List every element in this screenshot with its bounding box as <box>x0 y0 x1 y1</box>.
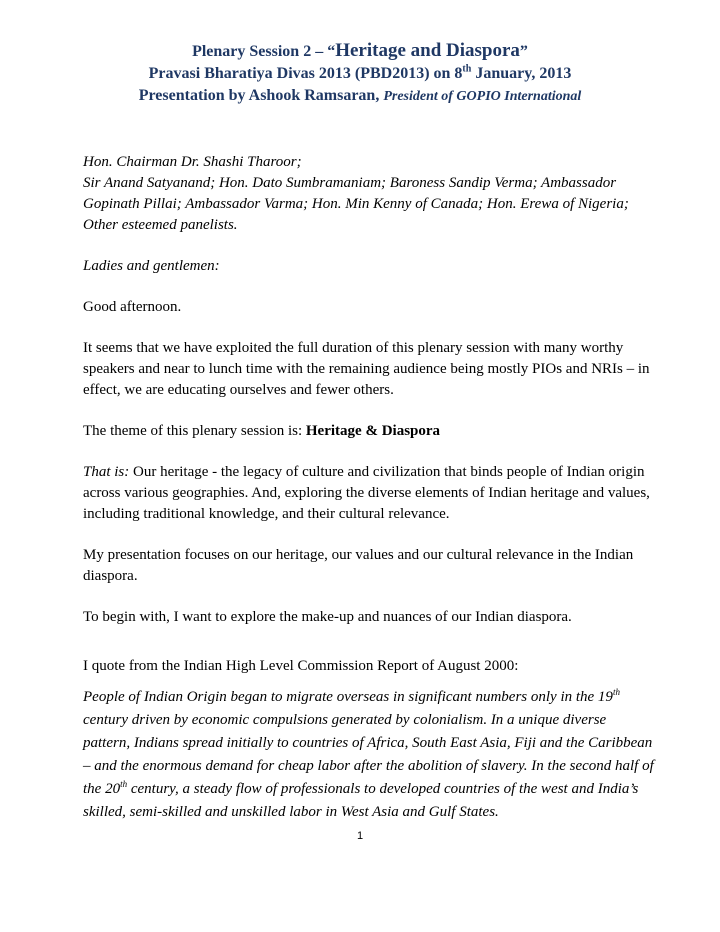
greeting: Good afternoon. <box>83 299 182 315</box>
salutation-panelists: Sir Anand Satyanand; Hon. Dato Sumbramaniam; Baroness Sandip Verma; Ambassador Gopinath Pillai; Ambassador Varma; Hon. Min Kenny of Canada; Hon. Erewa of Nigeria; Other esteemed panelists. <box>83 175 629 233</box>
paragraph-that-is <box>83 462 655 525</box>
document-body <box>83 152 655 824</box>
quote-part-2: century driven by economic compulsions generated by colonialism. In a unique diverse pattern, Indians spread initially to countries of Africa, South East Asia, Fiji and the Caribbean – and the enormous demand for cheap labor after the abolition of slavery. In the second half of the 20 <box>83 712 654 797</box>
header-event-suffix: January, 2013 <box>471 65 572 82</box>
paragraph-quote-intro: I quote from the Indian High Level Commission Report of August 2000: <box>83 658 519 674</box>
document-header <box>60 40 660 108</box>
paragraph-exploited: It seems that we have exploited the full duration of this plenary session with many worthy speakers and near to lunch time with the remaining audience being mostly PIOs and NRIs – in effect, we are educating ourselves and fewer others. <box>83 340 650 398</box>
quote-sup-2: th <box>120 779 128 789</box>
quote-part-3: century, a steady flow of professionals to developed countries of the west and India’s skilled, semi-skilled and unskilled labor in West Asia and Gulf States. <box>83 781 639 820</box>
quote-sup-1: th <box>612 687 620 697</box>
header-session-suffix: ” <box>519 43 528 60</box>
quote-part-1: People of Indian Origin began to migrate overseas in significant numbers only in the 19 <box>83 689 613 705</box>
paragraph-focus: My presentation focuses on our heritage, our values and our cultural relevance in the Indian diaspora. <box>83 547 634 584</box>
that-is-label: That is: <box>83 464 130 480</box>
header-event-sup: th <box>462 63 472 75</box>
header-presenter: Presentation by Ashook Ramsaran, <box>138 87 384 104</box>
theme-title: Heritage & Diaspora <box>305 423 441 439</box>
header-event-prefix: Pravasi Bharatiya Divas 2013 (PBD2013) on 8 <box>148 65 463 82</box>
header-session-prefix: Plenary Session 2 – “ <box>192 43 336 60</box>
salutation-chairman: Hon. Chairman Dr. Shashi Tharoor; <box>83 154 302 170</box>
quotation <box>83 686 655 824</box>
header-session-title: Heritage and Diaspora <box>335 40 520 61</box>
page-number: 1 <box>356 830 364 842</box>
that-is-text: Our heritage - the legacy of culture and civilization that binds people of Indian origin across various geographies. And, exploring the diverse elements of Indian heritage and values, including traditional knowledge, and their cultural relevance. <box>83 464 650 522</box>
salutation-audience: Ladies and gentlemen: <box>83 258 220 274</box>
header-presenter-title: President of GOPIO International <box>383 89 582 104</box>
header-line-session <box>60 40 660 63</box>
paragraph-begin: To begin with, I want to explore the make-up and nuances of our Indian diaspora. <box>83 609 572 625</box>
header-line-event <box>60 63 660 85</box>
paragraph-theme <box>83 421 655 442</box>
header-line-presenter <box>60 85 660 108</box>
theme-prefix: The theme of this plenary session is: <box>83 423 306 439</box>
